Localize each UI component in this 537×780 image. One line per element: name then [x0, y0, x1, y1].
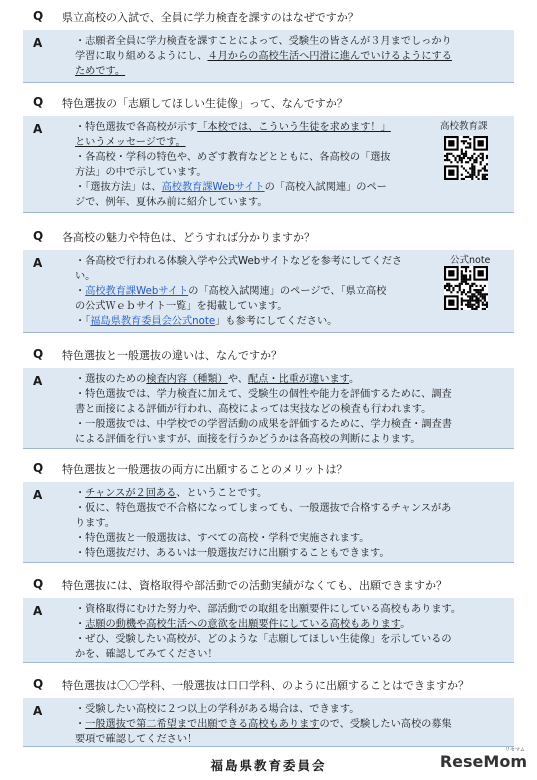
answer-line	[75, 632, 461, 647]
text-span: ・「選抜方法」は、	[75, 182, 162, 194]
text-span: や、	[227, 374, 248, 385]
answer-text	[75, 34, 452, 79]
answer-line	[75, 516, 451, 531]
question-row	[0, 226, 537, 248]
question-text: 特色選抜には、資格取得や部活動での活動実績がなくても、出願できますか？	[62, 579, 447, 592]
answer-line	[75, 254, 402, 269]
text-span: かを、確認してみてください！	[75, 649, 218, 661]
answer-text	[75, 602, 461, 662]
answer-line	[75, 135, 391, 150]
text-span: ・受験したい高校に２つ以上の学科がある場合は、できます。	[75, 704, 360, 715]
web-link[interactable]: 高校教育課Webサイト	[85, 286, 189, 298]
answer-line	[75, 314, 402, 329]
answer-line	[75, 402, 452, 417]
text-span: ので、受験したい高校の募集	[319, 719, 452, 731]
answer-line	[75, 284, 402, 299]
answer-line	[75, 34, 452, 49]
answer-line	[75, 617, 461, 632]
answer-text	[75, 254, 402, 329]
answer-box	[23, 30, 514, 83]
answer-box	[23, 368, 514, 449]
text-span: 、ということです。	[176, 488, 268, 499]
answer-line	[75, 602, 461, 617]
question-row	[0, 92, 537, 114]
question-text: 特色選抜は〇〇学科、一般選抜は口口学科、のように出願することはできますか？	[62, 679, 469, 692]
text-span: の「高校入試関連」のページで、「県立高校	[188, 286, 387, 298]
text-span: ・特色選抜で各高校が示す	[75, 122, 198, 133]
text-span: による評価を行いますが、面接を行うかどうかは各高校の判断によります。	[75, 434, 421, 446]
answer-line	[75, 165, 391, 180]
text-span: ・特色選抜だけ、あるいは一般選抜だけに出願することもできます。	[75, 548, 390, 560]
answer-mark: A	[33, 704, 43, 718]
faq-item	[0, 458, 537, 560]
faq-item	[0, 344, 537, 446]
text-span: の公式Ｗｅｂサイト一覧」を掲載しています。	[75, 301, 288, 313]
text-span: ・選抜のための	[75, 374, 147, 385]
qr-caption: 高校教育課	[440, 121, 488, 132]
text-span: 。	[400, 619, 411, 631]
question-row	[0, 344, 537, 366]
text-span: 書と面接による評価が行われ、高校によっては実技などの検査も行われます。	[75, 404, 432, 416]
question-mark: Q	[33, 229, 44, 243]
answer-line	[75, 49, 452, 64]
qr-code[interactable]	[444, 136, 488, 180]
text-span: 。	[349, 374, 360, 385]
question-text: 県立高校の入試で、全員に学力検査を課すのはなぜですか？	[62, 11, 359, 24]
emphasis-text: ためです。	[75, 66, 126, 78]
text-span: 学習に取り組めるようにし、	[75, 51, 208, 63]
emphasis-text: チャンスが２回ある	[85, 488, 177, 499]
text-span: ・特色選抜では、学力検査に加えて、受験生の個性や能力を評価するために、調査	[75, 389, 452, 401]
text-span: ・	[75, 719, 86, 731]
answer-line	[75, 432, 452, 447]
answer-line	[75, 417, 452, 432]
answer-line	[75, 486, 451, 501]
answer-mark: A	[33, 36, 43, 50]
answer-line	[75, 269, 402, 284]
emphasis-text: 「本校では、こういう生徒を求めます！」	[197, 122, 391, 133]
emphasis-text: 検査内容（種類）	[146, 374, 228, 385]
emphasis-text: というメッセージです。	[75, 137, 186, 149]
answer-line	[75, 64, 452, 79]
question-text: 特色選抜の「志願してほしい生徒像」って、なんですか？	[62, 97, 348, 110]
text-span: ・特色選抜と一般選抜は、すべての高校・学科で実施されます。	[75, 533, 370, 545]
question-mark: Q	[33, 95, 44, 109]
text-span: 要項で確認してください！	[75, 734, 198, 746]
answer-line	[75, 501, 451, 516]
footer-title: 福島県教育委員会	[210, 758, 327, 773]
answer-line	[75, 702, 452, 717]
question-mark: Q	[33, 677, 44, 691]
text-span: ・「	[75, 316, 91, 328]
answer-mark: A	[33, 488, 43, 502]
answer-mark: A	[33, 256, 43, 270]
text-span: い。	[75, 271, 96, 283]
question-mark: Q	[33, 9, 44, 23]
emphasis-text: 志願の動機や高校生活への意欲を出願要件にしている高校もあります	[85, 619, 401, 631]
emphasis-text: 一般選抜で第二希望まで出願できる高校もあります	[85, 719, 320, 731]
answer-line	[75, 120, 391, 135]
answer-box	[23, 598, 514, 663]
question-row	[0, 674, 537, 696]
answer-line	[75, 546, 451, 561]
answer-line	[75, 299, 402, 314]
question-row	[0, 574, 537, 596]
text-span: ります。	[75, 518, 115, 530]
web-link[interactable]: 高校教育課Webサイト	[161, 182, 265, 194]
question-mark: Q	[33, 577, 44, 591]
text-span: ・資格取得にむけた努力や、部活動での取組を出願要件にしている高校もあります。	[75, 604, 462, 615]
answer-line	[75, 387, 452, 402]
question-row	[0, 458, 537, 480]
logo-accent: Mom	[483, 752, 527, 771]
answer-mark: A	[33, 374, 43, 388]
faq-item	[0, 92, 537, 209]
text-span: ・	[75, 619, 86, 631]
answer-box	[23, 698, 514, 747]
text-span: ・ぜひ、受験したい高校が、どのような「志願してほしい生徒像」を示しているの	[75, 634, 452, 646]
answer-text	[75, 372, 452, 447]
text-span: ・	[75, 286, 86, 298]
answer-line	[75, 531, 451, 546]
faq-item	[0, 674, 537, 746]
faq-item	[0, 6, 537, 78]
emphasis-text: 配点・比重が違います	[247, 374, 350, 385]
logo-main: Rese	[439, 752, 484, 771]
text-span: ・	[75, 488, 86, 499]
text-span: ・各高校で行われる体験入学や公式Webサイトなどを参考にしてくださ	[75, 256, 403, 267]
text-span: ・各高校・学科の特色や、めざす教育などとともに、各高校の「選抜	[75, 152, 391, 164]
question-mark: Q	[33, 461, 44, 475]
question-row	[0, 6, 537, 28]
answer-box	[23, 250, 514, 333]
text-span: ・志願者全員に学力検査を課すことによって、受験生の皆さんが３月までしっかり	[75, 36, 452, 47]
text-span: ・仮に、特色選抜で不合格になってしまっても、一般選抜で合格するチャンスがあ	[75, 503, 452, 515]
question-text: 特色選抜と一般選抜の両方に出願することのメリットは？	[62, 463, 348, 476]
answer-line	[75, 372, 452, 387]
answer-mark: A	[33, 122, 43, 136]
answer-box	[23, 482, 514, 563]
answer-text	[75, 486, 451, 561]
answer-text	[75, 120, 391, 211]
emphasis-text: ４月からの高校生活へ円滑に進んでいけるようにする	[207, 51, 452, 63]
question-text: 各高校の魅力や特色は、どうすれば分かりますか？	[62, 231, 315, 244]
text-span: ジで、例年、夏休み前に紹介しています。	[75, 197, 268, 209]
text-span: 」も参考にしてください。	[215, 316, 338, 328]
web-link[interactable]: 福島県教育委員会公式note	[90, 316, 216, 328]
answer-line	[75, 150, 391, 165]
text-span: ・一般選抜では、中学校での学習活動の成果を評価するために、学力検査・調査書	[75, 419, 452, 431]
qr-caption: 公式note	[450, 255, 491, 266]
logo-sub: リセマム	[505, 747, 525, 753]
answer-line	[75, 180, 391, 195]
question-mark: Q	[33, 347, 44, 361]
question-text: 特色選抜と一般選抜の違いは、なんですか？	[62, 349, 282, 362]
answer-mark: A	[33, 604, 43, 618]
text-span: 方法」の中で示しています。	[75, 167, 207, 179]
answer-line	[75, 195, 391, 210]
answer-text	[75, 702, 452, 747]
answer-line	[75, 647, 461, 662]
text-span: の「高校入試関連」のペー	[264, 182, 387, 194]
qr-code[interactable]	[444, 266, 488, 310]
answer-line	[75, 732, 452, 747]
faq-item	[0, 574, 537, 661]
resemom-logo[interactable]	[439, 747, 527, 771]
answer-line	[75, 717, 452, 732]
faq-item	[0, 226, 537, 328]
